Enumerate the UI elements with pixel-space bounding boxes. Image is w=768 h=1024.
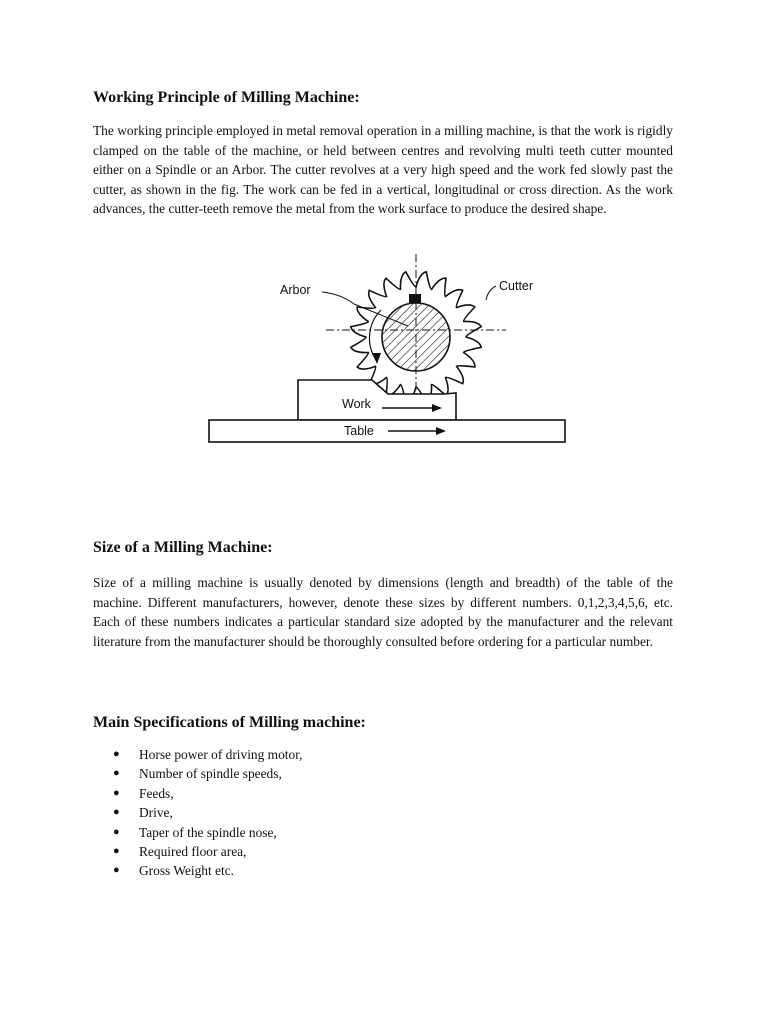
bullet-icon: ● (113, 845, 120, 858)
paragraph-size: Size of a milling machine is usually denoted by dimensions (length and breadth) of the table of the machine. Different manufacturers, however, denote these sizes by different numbers. 0,1,2,3,4,5,6, etc. Each of these numbers indicates a particular standard size adopted by the manufacturer and the relevant literature from the manufacturer should be thoroughly consulted before ordering for a particular number. (93, 575, 673, 649)
list-item (93, 823, 302, 842)
specifications-list (93, 745, 302, 881)
list-item-text: Gross Weight etc. (139, 863, 234, 879)
list-item-text: Feeds, (139, 785, 174, 801)
list-item-text: Drive, (139, 805, 173, 821)
list-item (93, 803, 302, 822)
list-item (93, 842, 302, 861)
bullet-icon: ● (113, 825, 120, 838)
work-label: Work (342, 397, 371, 411)
arbor-key (409, 294, 421, 303)
list-item-text: Taper of the spindle nose, (139, 824, 277, 840)
arbor-label: Arbor (280, 283, 311, 297)
heading-size: Size of a Milling Machine: (93, 539, 273, 556)
list-item-text: Horse power of driving motor, (139, 747, 303, 762)
bullet-icon: ● (113, 864, 120, 877)
bullet-icon: ● (113, 748, 120, 760)
machine-table (209, 420, 565, 442)
list-item (93, 764, 302, 783)
list-item (93, 745, 302, 764)
milling-diagram (176, 252, 596, 457)
bullet-icon: ● (113, 767, 120, 780)
bullet-icon: ● (113, 786, 120, 799)
list-item-text: Number of spindle speeds, (139, 766, 282, 782)
list-item (93, 784, 302, 803)
cutter-label: Cutter (499, 279, 534, 293)
cutter-leader-line (486, 286, 496, 300)
list-item-text: Required floor area, (139, 844, 247, 860)
heading-specifications: Main Specifications of Milling machine: (93, 714, 366, 731)
list-item (93, 861, 302, 880)
table-label: Table (344, 424, 374, 438)
paragraph-working-principle: The working principle employed in metal removal operation in a milling machine, is that the work is rigidly clamped on the table of the machine, or held between centres and revolving multi teeth cutter mounted either on a Spindle or an Arbor. The cutter revolves at a very high speed and the work fed slowly past the cutter, as shown in the fig. The work can be fed in a vertical, longitudinal or cross direction. As the work advances, the cutter-teeth remove the metal from the work surface to produce the desired shape. (93, 123, 673, 216)
bullet-icon: ● (113, 806, 120, 819)
heading-working-principle: Working Principle of Milling Machine: (93, 89, 360, 106)
milling-diagram-svg (176, 252, 596, 457)
